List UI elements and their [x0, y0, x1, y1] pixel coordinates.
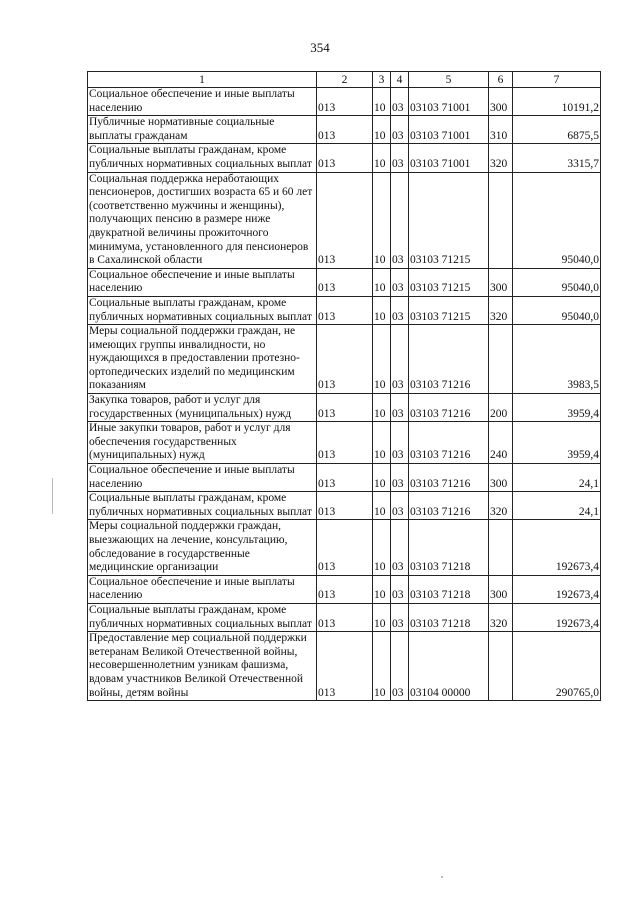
expense-type-code: 320	[489, 144, 513, 172]
subsection-code: 03	[391, 144, 409, 172]
table-row	[88, 296, 601, 324]
expense-type-code: 300	[489, 268, 513, 296]
table-row	[88, 172, 601, 268]
expense-type-code	[489, 632, 513, 701]
subsection-code: 03	[391, 325, 409, 394]
target-article-code: 03103 71216	[409, 422, 489, 464]
item-name: Социальные выплаты гражданам, кроме публичных нормативных социальных выплат	[88, 144, 317, 172]
target-article-code: 03103 71215	[409, 268, 489, 296]
subsection-code: 03	[391, 172, 409, 268]
target-article-code: 03103 71216	[409, 325, 489, 394]
expense-type-code: 320	[489, 603, 513, 631]
expense-type-code: 300	[489, 575, 513, 603]
department-code: 013	[317, 268, 373, 296]
expense-type-code	[489, 325, 513, 394]
item-name: Социальная поддержка неработающих пенсионеров, достигших возраста 65 и 60 лет (соответственно мужчины и женщины), получающих пенсию в размере ниже двукратной величины прожиточного минимума, установленного для пенсионеров в Сахалинской области	[88, 172, 317, 268]
department-code: 013	[317, 394, 373, 422]
header-cell-name: 1	[88, 72, 317, 88]
department-code: 013	[317, 172, 373, 268]
amount: 95040,0	[513, 172, 601, 268]
target-article-code: 03103 71216	[409, 492, 489, 520]
amount: 192673,4	[513, 603, 601, 631]
target-article-code: 03103 71001	[409, 116, 489, 144]
budget-table	[87, 71, 601, 701]
section-code: 10	[373, 144, 391, 172]
section-code: 10	[373, 296, 391, 324]
table-row	[88, 464, 601, 492]
amount: 192673,4	[513, 520, 601, 575]
target-article-code: 03103 71001	[409, 88, 489, 116]
section-code: 10	[373, 575, 391, 603]
subsection-code: 03	[391, 603, 409, 631]
expense-type-code: 200	[489, 394, 513, 422]
header-cell-rz: 3	[373, 72, 391, 88]
section-code: 10	[373, 325, 391, 394]
section-code: 10	[373, 464, 391, 492]
department-code: 013	[317, 575, 373, 603]
department-code: 013	[317, 144, 373, 172]
table-row	[88, 603, 601, 631]
table-row	[88, 88, 601, 116]
expense-type-code	[489, 172, 513, 268]
amount: 24,1	[513, 492, 601, 520]
item-name: Социальное обеспечение и иные выплаты населению	[88, 268, 317, 296]
item-name: Социальное обеспечение и иные выплаты населению	[88, 575, 317, 603]
table-row	[88, 632, 601, 701]
target-article-code: 03103 71215	[409, 296, 489, 324]
target-article-code: 03103 71215	[409, 172, 489, 268]
item-name: Меры социальной поддержки граждан, не имеющих группы инвалидности, но нуждающихся в предоставлении протезно-ортопедических изделий по медицинским показаниям	[88, 325, 317, 394]
department-code: 013	[317, 116, 373, 144]
subsection-code: 03	[391, 492, 409, 520]
header-cell-vr: 6	[489, 72, 513, 88]
amount: 3315,7	[513, 144, 601, 172]
expense-type-code: 320	[489, 296, 513, 324]
department-code: 013	[317, 422, 373, 464]
section-code: 10	[373, 88, 391, 116]
item-name: Предоставление мер социальной поддержки ветеранам Великой Отечественной войны, несовершеннолетним узникам фашизма, вдовам участников Великой Отечественной войны, детям войны	[88, 632, 317, 701]
department-code: 013	[317, 603, 373, 631]
subsection-code: 03	[391, 422, 409, 464]
amount: 6875,5	[513, 116, 601, 144]
item-name: Социальные выплаты гражданам, кроме публичных нормативных социальных выплат	[88, 296, 317, 324]
subsection-code: 03	[391, 464, 409, 492]
department-code: 013	[317, 88, 373, 116]
item-name: Социальные выплаты гражданам, кроме публичных нормативных социальных выплат	[88, 603, 317, 631]
amount: 3983,5	[513, 325, 601, 394]
target-article-code: 03103 71218	[409, 603, 489, 631]
subsection-code: 03	[391, 116, 409, 144]
department-code: 013	[317, 296, 373, 324]
subsection-code: 03	[391, 575, 409, 603]
table-row	[88, 422, 601, 464]
section-code: 10	[373, 172, 391, 268]
scan-artifact	[52, 478, 53, 514]
header-cell-csr: 5	[409, 72, 489, 88]
amount: 95040,0	[513, 296, 601, 324]
table-row	[88, 492, 601, 520]
page-number: 354	[310, 40, 330, 55]
target-article-code: 03103 71216	[409, 394, 489, 422]
target-article-code: 03103 71218	[409, 575, 489, 603]
subsection-code: 03	[391, 394, 409, 422]
target-article-code: 03103 71001	[409, 144, 489, 172]
scan-artifact	[441, 876, 443, 878]
item-name: Социальные выплаты гражданам, кроме публичных нормативных социальных выплат	[88, 492, 317, 520]
item-name: Публичные нормативные социальные выплаты гражданам	[88, 116, 317, 144]
department-code: 013	[317, 520, 373, 575]
subsection-code: 03	[391, 296, 409, 324]
department-code: 013	[317, 464, 373, 492]
header-cell-sum: 7	[513, 72, 601, 88]
section-code: 10	[373, 268, 391, 296]
expense-type-code: 310	[489, 116, 513, 144]
department-code: 013	[317, 325, 373, 394]
expense-type-code: 320	[489, 492, 513, 520]
expense-type-code: 240	[489, 422, 513, 464]
header-row	[88, 72, 601, 88]
header-cell-ved: 2	[317, 72, 373, 88]
section-code: 10	[373, 492, 391, 520]
section-code: 10	[373, 520, 391, 575]
expense-type-code: 300	[489, 88, 513, 116]
target-article-code: 03104 00000	[409, 632, 489, 701]
section-code: 10	[373, 116, 391, 144]
table-row	[88, 575, 601, 603]
table-row	[88, 144, 601, 172]
table-row	[88, 520, 601, 575]
expense-type-code: 300	[489, 464, 513, 492]
item-name: Социальное обеспечение и иные выплаты населению	[88, 88, 317, 116]
item-name: Меры социальной поддержки граждан, выезжающих на лечение, консультацию, обследование в государственные медицинские организации	[88, 520, 317, 575]
section-code: 10	[373, 394, 391, 422]
subsection-code: 03	[391, 520, 409, 575]
expense-type-code	[489, 520, 513, 575]
table-row	[88, 268, 601, 296]
amount: 95040,0	[513, 268, 601, 296]
amount: 290765,0	[513, 632, 601, 701]
table-row	[88, 394, 601, 422]
department-code: 013	[317, 492, 373, 520]
item-name: Иные закупки товаров, работ и услуг для обеспечения государственных (муниципальных) нужд	[88, 422, 317, 464]
target-article-code: 03103 71216	[409, 464, 489, 492]
subsection-code: 03	[391, 268, 409, 296]
amount: 3959,4	[513, 422, 601, 464]
amount: 24,1	[513, 464, 601, 492]
item-name: Закупка товаров, работ и услуг для государственных (муниципальных) нужд	[88, 394, 317, 422]
amount: 10191,2	[513, 88, 601, 116]
section-code: 10	[373, 632, 391, 701]
amount: 192673,4	[513, 575, 601, 603]
subsection-code: 03	[391, 88, 409, 116]
table-row	[88, 116, 601, 144]
section-code: 10	[373, 603, 391, 631]
department-code: 013	[317, 632, 373, 701]
table-row	[88, 325, 601, 394]
item-name: Социальное обеспечение и иные выплаты населению	[88, 464, 317, 492]
amount: 3959,4	[513, 394, 601, 422]
section-code: 10	[373, 422, 391, 464]
target-article-code: 03103 71218	[409, 520, 489, 575]
header-cell-pr: 4	[391, 72, 409, 88]
subsection-code: 03	[391, 632, 409, 701]
